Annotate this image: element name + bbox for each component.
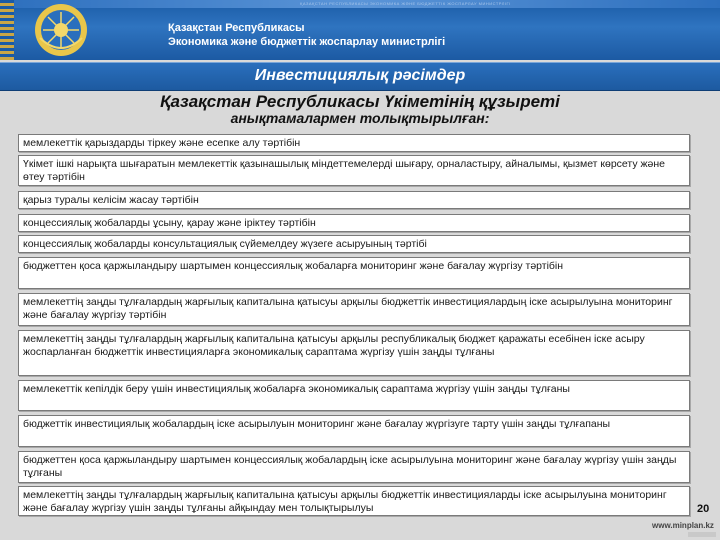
footer-logo-icon — [688, 532, 716, 537]
list-item: мемлекеттік кепілдік беру үшін инвестициялық жобаларға экономикалық сараптама жүргізу үшін заңды тұлғаны — [18, 380, 690, 411]
list-item: концессиялық жобаларды консультациялық сүйемелдеу жүзеге асыруының тәртібі — [18, 235, 690, 253]
list-item: бюджеттен қоса қаржыландыру шартымен концессиялық жобалардың іске асырылуына мониторинг және бағалау жүргізу үшін заңды тұлғаны — [18, 451, 690, 483]
list-item: мемлекеттің заңды тұлғалардың жарғылық капиталына қатысуы арқылы бюджеттік инвестицияларды іске асырылуына мониторинг және бағалау жүргізу үшін заңды тұлғаны айқындау мен толықтырылуы — [18, 486, 690, 516]
subtitle-line-2: анықтамалармен толықтырылған: — [230, 110, 490, 126]
list-item: Үкімет ішкі нарықта шығаратын мемлекеттік қазынашылық міндеттемелерді шығару, орналастыру, айналымы, қызмет көрсету және өтеу тәртібін — [18, 155, 690, 186]
list-item: концессиялық жобаларды ұсыну, қарау және іріктеу тәртібін — [18, 214, 690, 232]
title-bar — [0, 62, 720, 91]
ministry-name — [168, 21, 445, 49]
list-item: мемлекеттік қарыздарды тіркеу және есепке алу тәртібін — [18, 134, 690, 152]
list-item: бюджеттік инвестициялық жобалардың іске асырылуын мониторинг және бағалау жүргізуге тарту үшін заңды тұлғапаны — [18, 415, 690, 447]
header-faint-text: ҚАЗАҚСТАН РЕСПУБЛИКАСЫ ЭКОНОМИКА ЖӘНЕ БЮДЖЕТТІК ЖОСПАРЛАУ МИНИСТРЛІГІ — [300, 1, 511, 6]
ministry-line-1: Қазақстан Республикасы — [168, 22, 305, 34]
list-item: мемлекеттің заңды тұлғалардың жарғылық капиталына қатысуы арқылы республикалық бюджет қаражаты есебінен іске асыру жоспарланған бюджеттік инвестицияларға экономикалық сараптама жүргізу үшін заңды тұлғаны — [18, 330, 690, 376]
page-number: 20 — [697, 503, 710, 515]
page-title: Инвестициялық рәсімдер — [254, 67, 466, 84]
ornament-border — [0, 0, 14, 60]
list-item: бюджеттен қоса қаржыландыру шартымен концессиялық жобаларға мониторинг және бағалау жүргізу тәртібін — [18, 257, 690, 289]
list-item: мемлекеттің заңды тұлғалардың жарғылық капиталына қатысуы арқылы бюджеттік инвестициялардың іске асырылуына мониторинг және бағалау жүргізу тәртібін — [18, 293, 690, 326]
list-item: қарыз туралы келісім жасау тәртібін — [18, 191, 690, 209]
subtitle-line-1: Қазақстан Республикасы Үкіметінің құзыреті — [160, 92, 560, 111]
ministry-line-2: Экономика және бюджеттік жоспарлау министрлігі — [168, 36, 446, 48]
website-url: www.minplan.kz — [652, 521, 714, 530]
state-emblem-icon — [30, 0, 92, 60]
header-banner — [0, 0, 720, 60]
